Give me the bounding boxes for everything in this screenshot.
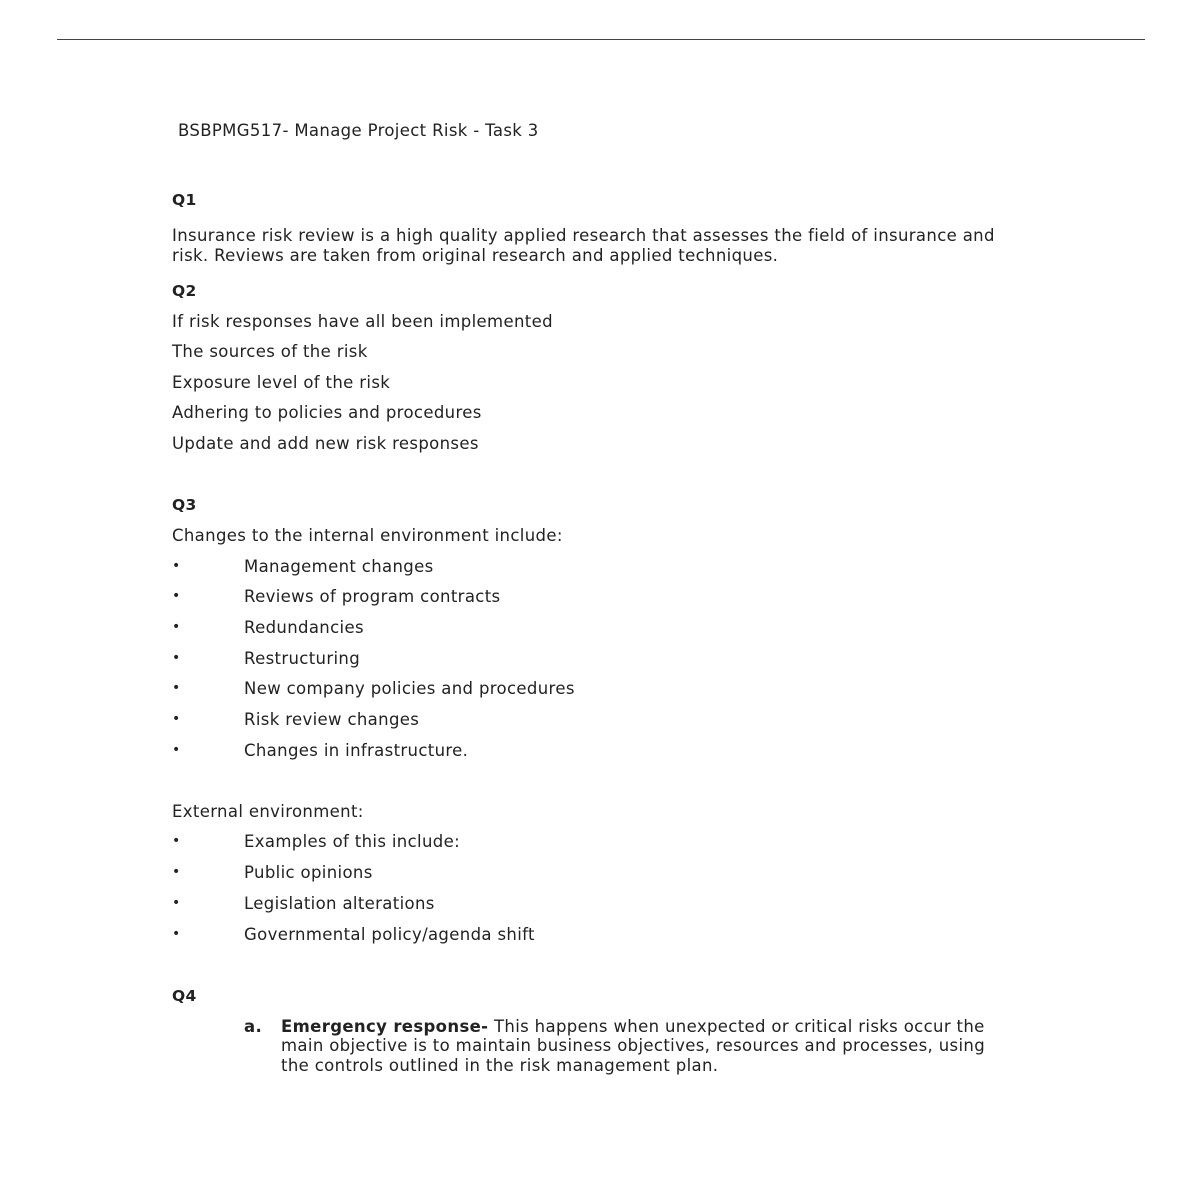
bullet-icon: • bbox=[172, 833, 181, 849]
q4-item-body bbox=[281, 1017, 1016, 1075]
q4-item-term: Emergency response- bbox=[281, 1017, 489, 1036]
header-divider bbox=[57, 39, 1145, 40]
document-title: BSBPMG517- Manage Project Risk - Task 3 bbox=[178, 121, 539, 140]
q2-line: The sources of the risk bbox=[172, 342, 368, 361]
q2-heading: Q2 bbox=[172, 282, 197, 300]
bullet-icon: • bbox=[172, 711, 181, 727]
q4-item-text: This happens when unexpected or critical risks occur the main objective is to maintain business objectives, resources and processes, using the controls outlined in the risk management plan. bbox=[281, 1017, 986, 1075]
q4-heading: Q4 bbox=[172, 987, 197, 1005]
list-item bbox=[172, 710, 872, 730]
list-item bbox=[172, 557, 872, 577]
list-item bbox=[172, 863, 872, 883]
q1-heading: Q1 bbox=[172, 191, 197, 209]
list-item-text: Legislation alterations bbox=[244, 894, 435, 913]
list-item bbox=[172, 832, 872, 852]
bullet-icon: • bbox=[172, 558, 181, 574]
list-item bbox=[172, 894, 872, 914]
bullet-icon: • bbox=[172, 864, 181, 880]
list-item-text: Management changes bbox=[244, 557, 434, 576]
list-item bbox=[172, 679, 872, 699]
list-item-text: Governmental policy/agenda shift bbox=[244, 925, 535, 944]
q2-line: Update and add new risk responses bbox=[172, 434, 479, 453]
q2-line: Adhering to policies and procedures bbox=[172, 403, 482, 422]
list-marker: a. bbox=[244, 1017, 263, 1036]
list-item-text: Changes in infrastructure. bbox=[244, 741, 469, 760]
list-item-text: Restructuring bbox=[244, 649, 361, 668]
list-item-text: Redundancies bbox=[244, 618, 364, 637]
list-item-text: New company policies and procedures bbox=[244, 679, 575, 698]
list-item bbox=[172, 925, 872, 945]
q3-heading: Q3 bbox=[172, 496, 197, 514]
bullet-icon: • bbox=[172, 895, 181, 911]
list-item bbox=[172, 741, 872, 761]
bullet-icon: • bbox=[172, 619, 181, 635]
bullet-icon: • bbox=[172, 680, 181, 696]
bullet-icon: • bbox=[172, 588, 181, 604]
list-item-text: Reviews of program contracts bbox=[244, 587, 501, 606]
bullet-icon: • bbox=[172, 926, 181, 942]
bullet-icon: • bbox=[172, 742, 181, 758]
q3-internal-intro: Changes to the internal environment include: bbox=[172, 526, 563, 545]
list-item bbox=[172, 618, 872, 638]
list-item bbox=[172, 649, 872, 669]
list-item-text: Examples of this include: bbox=[244, 832, 461, 851]
list-item bbox=[172, 587, 872, 607]
q2-line: Exposure level of the risk bbox=[172, 373, 391, 392]
q1-answer: Insurance risk review is a high quality applied research that assesses the field of insurance and risk. Reviews are taken from original research and applied techniques. bbox=[172, 226, 995, 265]
q3-external-intro: External environment: bbox=[172, 802, 364, 821]
q2-line: If risk responses have all been implemented bbox=[172, 312, 553, 331]
list-item-text: Risk review changes bbox=[244, 710, 420, 729]
list-item-text: Public opinions bbox=[244, 863, 373, 882]
bullet-icon: • bbox=[172, 650, 181, 666]
